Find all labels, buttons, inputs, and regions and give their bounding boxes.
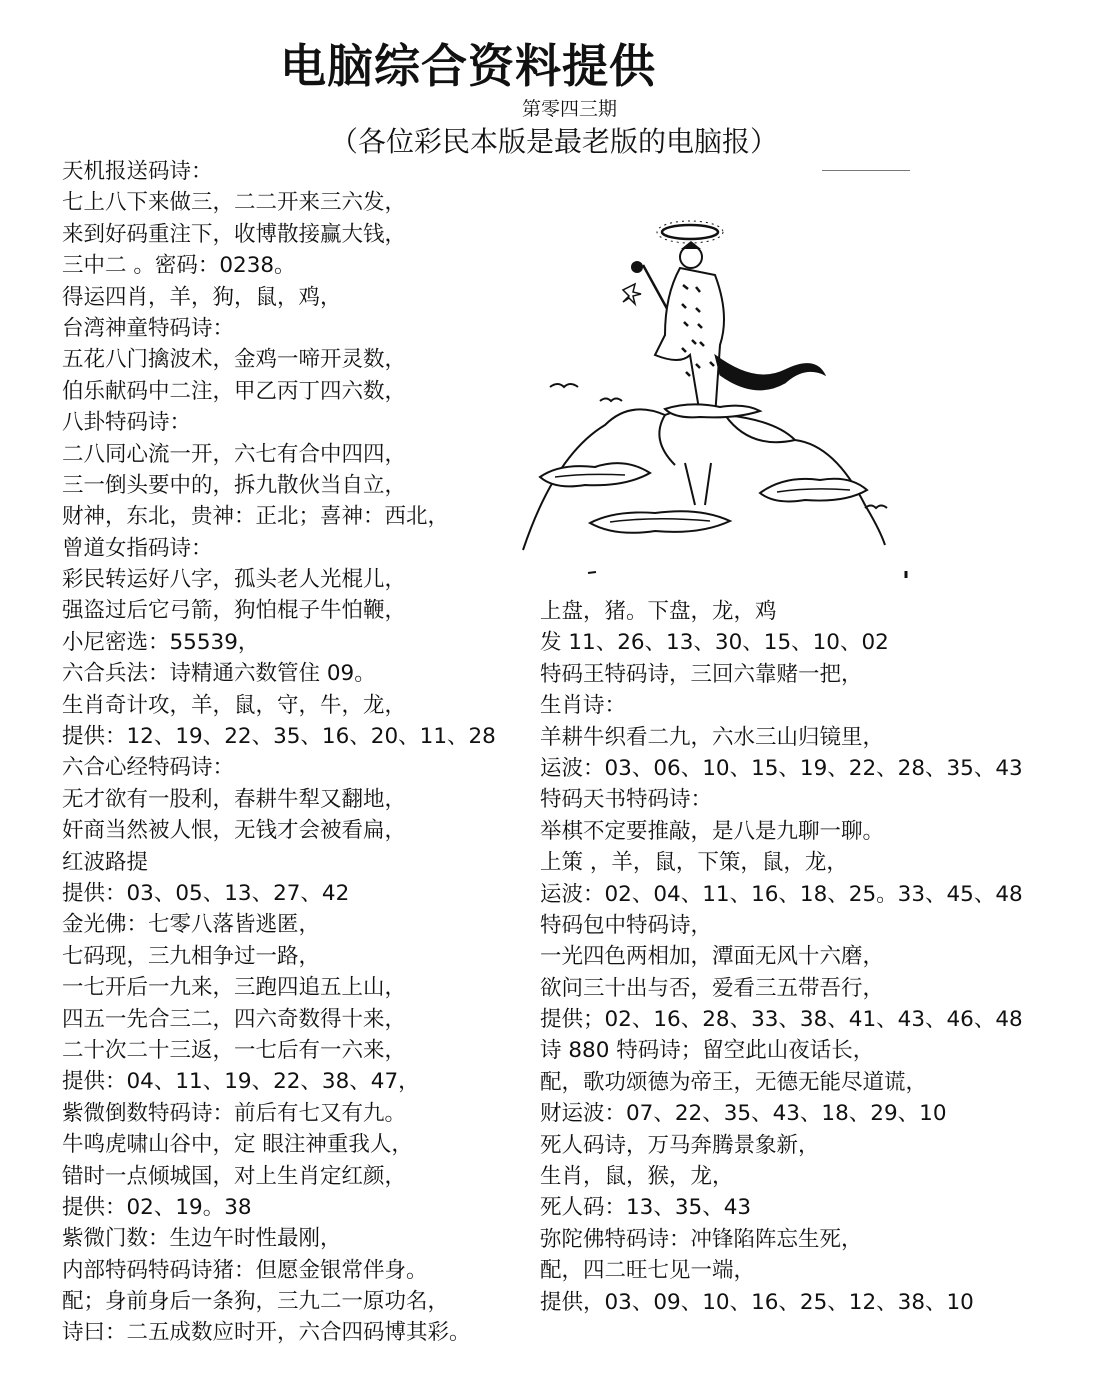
right-column-line: 死人码诗，万马奔腾景象新， bbox=[540, 1132, 820, 1158]
left-column-line: 伯乐献码中二注，甲乙丙丁四六数， bbox=[62, 378, 407, 404]
left-column-line: 内部特码特码诗猪：但愿金银常伴身。 bbox=[62, 1257, 428, 1283]
right-column-line: 上盘，猪。下盘，龙，鸡 bbox=[540, 599, 777, 624]
left-column-line: 错时一点倾城国，对上生肖定红颜， bbox=[62, 1163, 407, 1189]
left-column-line: 小尼密选：55539， bbox=[62, 629, 260, 655]
left-column-line: 金光佛：七零八落皆逃匿， bbox=[62, 912, 321, 938]
left-column-line: 提供：12、19、22、35、16、20、11、28 bbox=[62, 724, 496, 750]
left-column bbox=[62, 156, 532, 1349]
left-column-line: 生肖奇计攻，羊，鼠，守，牛，龙， bbox=[62, 692, 407, 718]
left-column-line: 配；身前身后一条狗，三九二一原功名， bbox=[62, 1289, 450, 1315]
left-column-line: 紫微倒数特码诗：前后有七又有九。 bbox=[62, 1100, 407, 1126]
left-column-line: 七码现，三九相争过一路， bbox=[62, 943, 321, 969]
left-column-line: 台湾神童特码诗： bbox=[62, 315, 235, 341]
left-column-line: 一七开后一九来，三跑四追五上山， bbox=[62, 975, 407, 1001]
page-subtitle: （各位彩民本版是最老版的电脑报） bbox=[330, 125, 779, 158]
right-column-line: 特码包中特码诗， bbox=[540, 912, 713, 938]
right-column-line: 特码王特码诗，三回六靠赌一把， bbox=[540, 661, 863, 687]
page-title: 电脑综合资料提供 bbox=[280, 39, 656, 93]
right-column-line: 提供；02、16、28、33、38、41、43、46、48 bbox=[540, 1007, 1023, 1033]
left-column-line: 得运四肖，羊，狗，鼠，鸡， bbox=[62, 284, 342, 310]
right-column-line: 财运波：07、22、35、43、18、29、10 bbox=[540, 1101, 947, 1127]
left-column-line: 曾道女指码诗： bbox=[62, 535, 213, 561]
left-column-line: 二十次二十三返，一七后有一六来， bbox=[62, 1037, 407, 1063]
left-column-line: 提供：02、19。38 bbox=[62, 1194, 252, 1220]
right-column-line: 举棋不定要推敲，是八是九聊一聊。 bbox=[540, 818, 885, 844]
right-column-line: 一光四色两相加，潭面无风十六磨， bbox=[540, 944, 885, 970]
left-column-line: 天机报送码诗： bbox=[62, 159, 213, 184]
right-column-line: 生肖，鼠，猴，龙， bbox=[540, 1164, 734, 1190]
left-column-line: 六合兵法：诗精通六数管住 09。 bbox=[62, 661, 376, 687]
left-column-line: 提供：04、11、19、22、38、47， bbox=[62, 1069, 420, 1095]
right-column-line: 配，歌功颂德为帝王，无德无能尽道谎， bbox=[540, 1069, 928, 1095]
left-column-line: 强盗过后它弓箭，狗怕棍子牛怕鞭， bbox=[62, 598, 407, 624]
immortal-on-mountain-illustration bbox=[515, 205, 915, 585]
right-column-line: 上策 ，羊，鼠，下策，鼠，龙， bbox=[540, 850, 848, 876]
left-column-line: 红波路提 bbox=[62, 849, 149, 875]
decorative-rule bbox=[822, 170, 910, 171]
right-column-line: 发 11、26、13、30、15、10、02 bbox=[540, 630, 889, 656]
left-column-line: 提供：03、05、13、27、42 bbox=[62, 880, 350, 906]
right-column-line: 配，四二旺七见一端， bbox=[540, 1258, 756, 1284]
right-column-line: 诗 880 特码诗；留空此山夜话长， bbox=[540, 1038, 875, 1064]
right-column-line: 死人码：13、35、43 bbox=[540, 1195, 752, 1221]
left-column-line: 奸商当然被人恨，无钱才会被看扁， bbox=[62, 818, 407, 844]
left-column-line: 二八同心流一开，六七有合中四四， bbox=[62, 441, 407, 467]
left-column-line: 来到好码重注下，收博散接赢大钱， bbox=[62, 221, 407, 247]
left-column-line: 五花八门擒波术，金鸡一啼开灵数， bbox=[62, 347, 407, 373]
left-column-line: 财神，东北，贵神：正北；喜神：西北， bbox=[62, 504, 450, 530]
left-column-line: 三一倒头要中的，拆九散伙当自立， bbox=[62, 472, 407, 498]
left-column-line: 八卦特码诗： bbox=[62, 410, 192, 436]
right-column-line: 运波：03、06、10、15、19、22、28、35、43 bbox=[540, 755, 1023, 781]
right-column-line: 欲问三十出与否，爱看三五带吾行， bbox=[540, 975, 885, 1001]
left-column-line: 紫微门数：生边午时性最刚， bbox=[62, 1226, 342, 1252]
left-column-line: 彩民转运好八字，孤头老人光棍儿， bbox=[62, 567, 407, 593]
right-column-line: 提供，03、09、10、16、25、12、38、10 bbox=[540, 1289, 974, 1315]
right-column-line: 羊耕牛织看二九，六水三山归镜里， bbox=[540, 724, 885, 750]
right-column-line: 运波：02、04、11、16、18、25。33、45、48 bbox=[540, 881, 1023, 907]
right-column-line: 生肖诗： bbox=[540, 693, 627, 719]
left-column-line: 牛鸣虎啸山谷中，定 眼注神重我人， bbox=[62, 1132, 413, 1158]
left-column-line: 六合心经特码诗： bbox=[62, 755, 235, 781]
right-column bbox=[540, 596, 1100, 1318]
issue-number: 第零四三期 bbox=[522, 98, 618, 120]
left-column-line: 三中二 。密码：0238。 bbox=[62, 253, 296, 279]
left-column-line: 无才欲有一股利，春耕牛犁又翻地， bbox=[62, 786, 407, 812]
right-column-line: 特码天书特码诗： bbox=[540, 787, 713, 813]
left-column-line: 四五一先合三二，四六奇数得十来， bbox=[62, 1006, 407, 1032]
left-column-line: 七上八下来做三，二二开来三六发， bbox=[62, 190, 407, 216]
right-column-line: 弥陀佛特码诗：冲锋陷阵忘生死， bbox=[540, 1226, 863, 1252]
left-column-line: 诗曰：二五成数应时开，六合四码博其彩。 bbox=[62, 1320, 471, 1346]
